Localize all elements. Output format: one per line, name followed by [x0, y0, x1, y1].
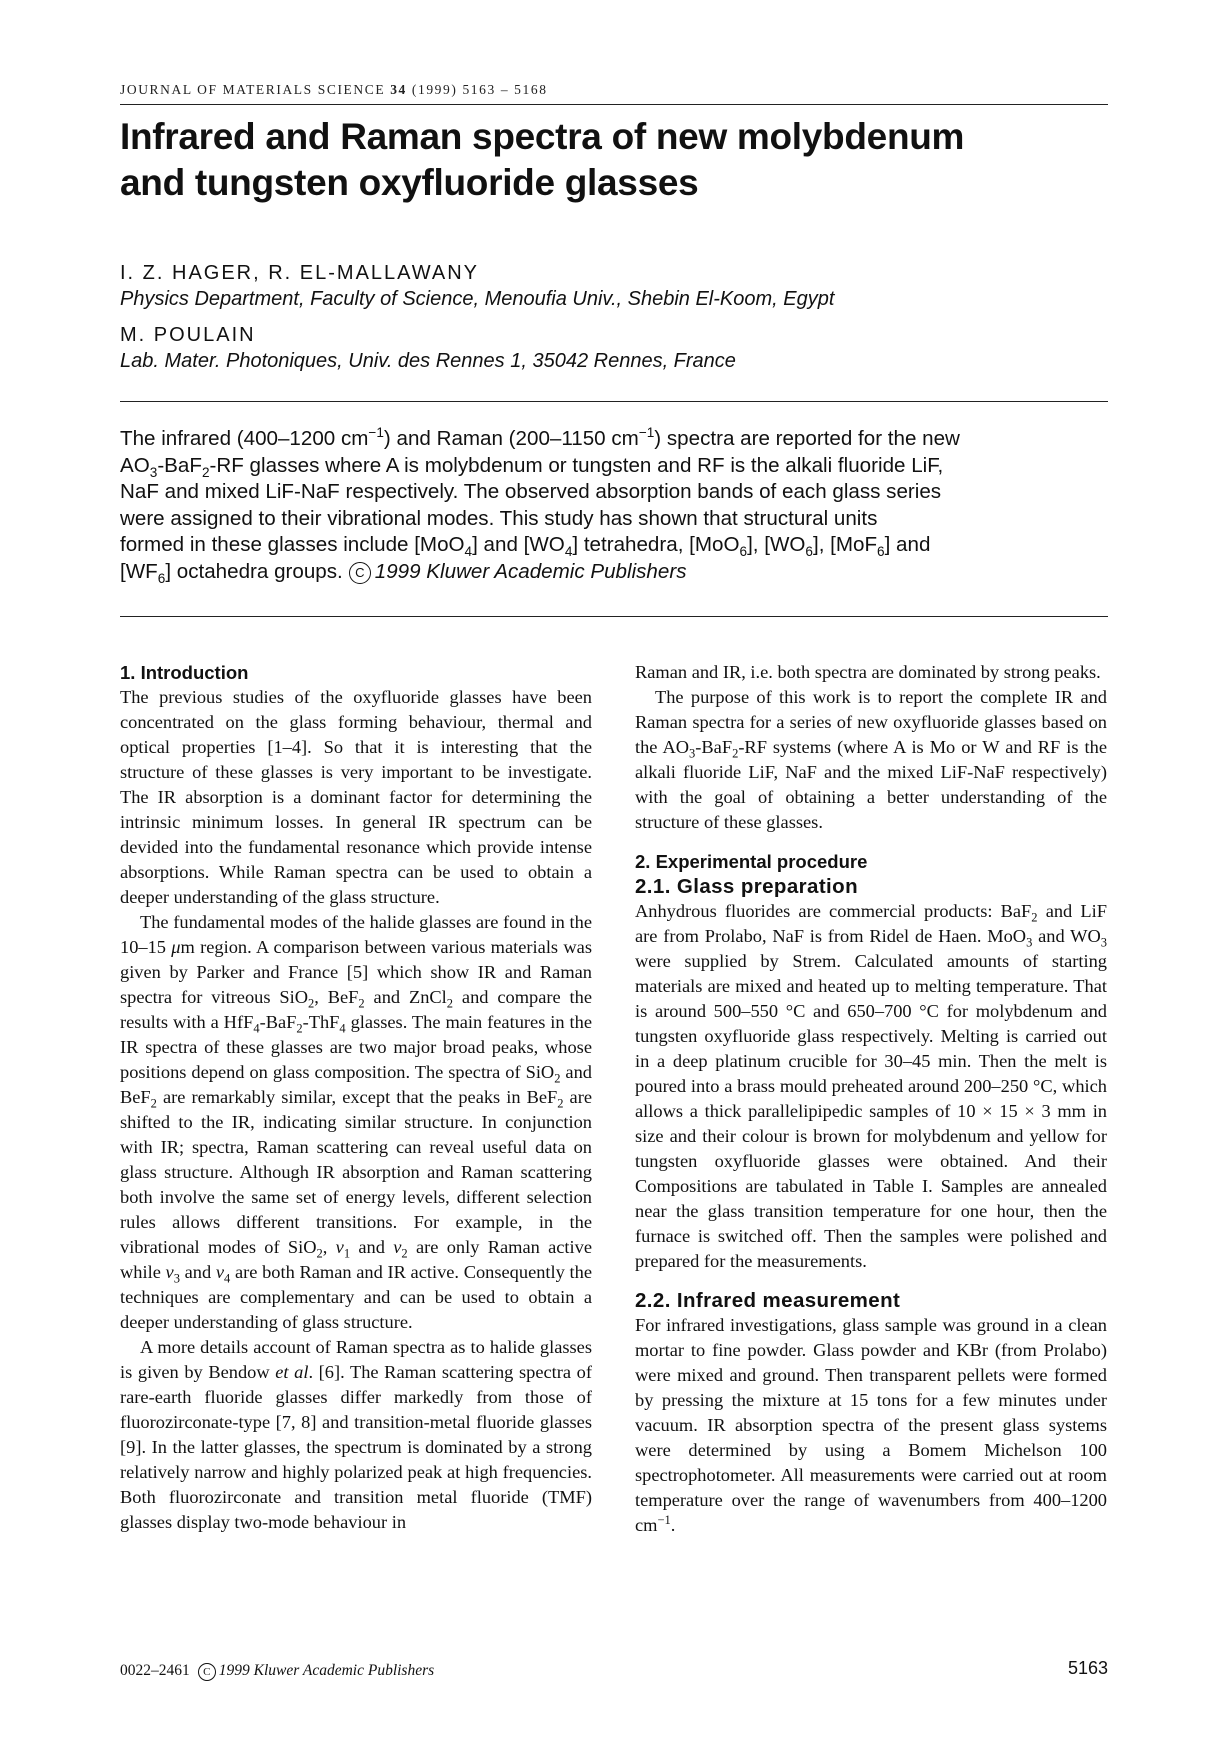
abstract-top-rule: [120, 401, 1108, 402]
section-heading-introduction: 1. Introduction: [120, 662, 249, 683]
running-head: [120, 82, 548, 98]
paper-title: [120, 114, 1110, 206]
abstract-line: The infrared (400–1200 $cm^{-1}$) and Raman (200–1150 $cm^{-1}$) spectra are reported for the new: [120, 425, 960, 450]
header-rule: [120, 104, 1108, 105]
author-affiliation: Lab. Mater. Photoniques, Univ. des Rennes 1, 35042 Rennes, France: [120, 350, 736, 372]
author-names: I. Z. HAGER, R. EL-MALLAWANY: [120, 262, 480, 284]
abstract-line: $AO_3-BaF_2-RF$ glasses where A is molybdenum or tungsten and RF is the alkali fluoride LiF,: [120, 453, 944, 480]
title-line: and tungsten oxyfluoride glasses: [120, 162, 699, 203]
right-column: [635, 660, 1107, 1538]
paragraph: The fundamental modes of the halide glasses are found in the 10–15 μm region. A comparison between various materials was given by Parker and France [5] which show IR and Raman spectra for vitreous SiO$_2$, BeF$_2$ and ZnCl$_2$ and compare the results with a HfF$_4$-BaF$_2$-ThF$_4$ glasses. The main features in the IR spectra of these glasses are two major broad peaks, whose positions depend on glass composition. The spectra of SiO$_2$ and BeF$_2$ are remarkably similar, except that the peaks in BeF$_2$ are shifted to the IR, indicating similar structure. In conjunction with IR; spectra, Raman scattering can reveal useful data on glass structure. Although IR absorption and Raman scattering both involve the same set of energy levels, different selection rules allows different transitions. For example, in the vibrational modes of SiO$_2$, $\nu_1$ and $\nu_2$ are only Raman active while $\nu_3$ and $\nu_4$ are both Raman and IR active. Consequently the techniques are complementary and can be used to obtain a deeper understanding of glass structure.: [120, 912, 593, 1332]
publisher: 1999 Kluwer Academic Publishers: [218, 1662, 435, 1679]
left-column: [120, 660, 592, 1535]
abstract-line: formed in these glasses include [MoO$_4$] and $[WO_4]$ tetrahedra, [MoO$_6$], $[WO_6]$, [MoF$_6$] and: [120, 533, 931, 560]
year-pages: (1999) 5163 – 5168: [411, 82, 548, 97]
paragraph: For infrared investigations, glass sample was ground in a clean mortar to fine powder. Glass powder and KBr (from Prolabo) were mixed and ground. Then transparent pellets were formed by pressing the mixture at 15 tons for a few minutes under vacuum. IR absorption spectra of the present glass systems were determined by using a Bomem Michelson 100 spectrophotometer. All measurements were carried out at room temperature over the range of wavenumbers from 400–1200 $cm^{-1}$.: [635, 1315, 1107, 1535]
paragraph: Anhydrous fluorides are commercial products: BaF$_2$ and LiF are from Prolabo, NaF is from Ridel de Haen. MoO$_3$ and $WO_3$ were supplied by Strem. Calculated amounts of starting materials are mixed and heated up to melting temperature. That is around 500–550 °C and 650–700 °C for molybdenum and tungsten oxyfluoride glass respectively. Melting is carried out in a deep platinum crucible for 30–45 min. Then the melt is poured into a brass mould preheated around 200–250 °C, which allows a thick parallelipipedic samples of 10 × 15 × 3 mm in size and their colour is brown for molybdenum and yellow for tungsten oxyfluoride glasses were obtained. And their Compositions are tabulated in Table I. Samples are annealed near the glass transition temperature for one hour, then the furnace is switched off. Then the samples were polished and prepared for the measurements.: [635, 901, 1107, 1271]
paragraph: Raman and IR, i.e. both spectra are dominated by strong peaks.: [635, 662, 1101, 682]
abstract: [120, 426, 1110, 585]
abstract-line: NaF and mixed LiF-NaF respectively. The observed absorption bands of each glass series: [120, 480, 942, 503]
copyright-icon: C: [198, 1663, 216, 1681]
subsection-heading-glass-preparation: 2.1. Glass preparation: [635, 875, 858, 898]
paragraph: The previous studies of the oxyfluoride glasses have been concentrated on the glass forming behaviour, thermal and optical properties [1–4]. So that it is interesting that the structure of these glasses is very important to be investigate. The IR absorption is a dominant factor for determining the intrinsic minimum losses. In general IR spectrum can be devided into the fundamental resonance which provide intense absorptions. While Raman spectra can be used to obtain a deeper understanding of the glass structure.: [120, 687, 592, 907]
author-affiliation: Physics Department, Faculty of Science, Menoufia Univ., Shebin El-Koom, Egypt: [120, 288, 835, 310]
copyright-icon: C: [349, 562, 371, 584]
abstract-bottom-rule: [120, 616, 1108, 617]
journal-name: JOURNAL OF MATERIALS SCIENCE: [120, 82, 386, 97]
volume-number: 34: [390, 82, 407, 97]
subsection-heading-infrared-measurement: 2.2. Infrared measurement: [635, 1289, 901, 1312]
section-heading-experimental: 2. Experimental procedure: [635, 851, 868, 872]
title-line: Infrared and Raman spectra of new molybdenum: [120, 116, 965, 157]
issn: 0022–2461: [120, 1662, 190, 1679]
paragraph: The purpose of this work is to report the complete IR and Raman spectra for a series of new oxyfluoride glasses based on the $AO_3-BaF_2-RF$ systems (where A is Mo or W and RF is the alkali fluoride LiF, NaF and the mixed LiF-NaF respectively) with the goal of obtaining a better understanding of the structure of these glasses.: [635, 687, 1107, 832]
copyright-text: 1999 Kluwer Academic Publishers: [374, 559, 687, 583]
paragraph: A more details account of Raman spectra as to halide glasses is given by Bendow et al. [6]. The Raman scattering spectra of rare-earth fluoride glasses differ markedly from those of fluorozirconate-type [7, 8] and transition-metal fluoride glasses [9]. In the latter glasses, the spectrum is dominated by a strong relatively narrow and highly polarized peak at high frequencies. Both fluorozirconate and transition metal fluoride (TMF) glasses display two-mode behaviour in: [120, 1337, 592, 1532]
footer-copyright: [120, 1662, 434, 1681]
abstract-line: were assigned to their vibrational modes. This study has shown that structural units: [120, 506, 878, 530]
page-number: 5163: [1067, 1658, 1108, 1678]
author-names: M. POULAIN: [120, 324, 256, 346]
abstract-line: $[WF_6]$ octahedra groups. C 1999 Kluwer Academic Publishers: [120, 559, 687, 586]
